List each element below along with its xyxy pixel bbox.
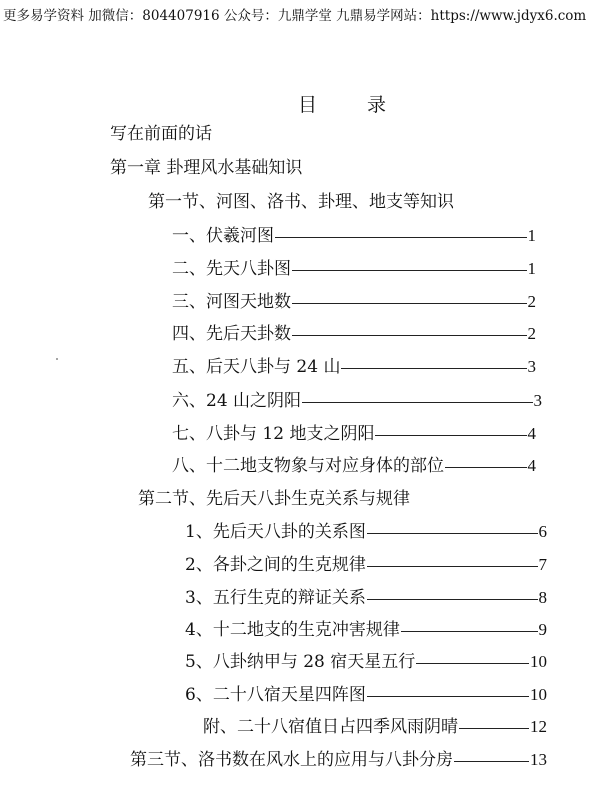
toc-entry-label: 四、先后天卦数	[172, 324, 291, 344]
toc-entry[interactable]	[185, 587, 547, 609]
toc-title-char-1: 目	[298, 94, 318, 116]
toc-entry[interactable]	[203, 716, 547, 738]
toc-title-char-2: 录	[367, 94, 387, 116]
scan-speck	[56, 358, 58, 360]
toc-entry-page: 3	[533, 391, 542, 410]
toc-entry-label: 3、五行生克的辩证关系	[185, 588, 366, 608]
toc-entry[interactable]	[185, 651, 547, 673]
toc-entry[interactable]	[172, 225, 536, 247]
dotted-leader	[341, 368, 526, 369]
toc-entry-page: 13	[530, 750, 547, 769]
dotted-leader	[275, 237, 527, 238]
toc-entry[interactable]	[172, 291, 536, 313]
dotted-leader	[292, 303, 527, 304]
dotted-leader	[367, 599, 538, 600]
page-header-watermark: 更多易学资料 加微信：804407916 公众号：九鼎学堂 九鼎易学网站：https://www.jdyx6.com	[3, 8, 587, 24]
dotted-leader	[302, 402, 532, 403]
toc-entry[interactable]	[172, 258, 536, 280]
toc-entry-page: 6	[538, 522, 547, 541]
dotted-leader	[292, 335, 527, 336]
toc-entry-page: 10	[530, 652, 547, 671]
toc-entry-page: 1	[527, 259, 536, 278]
toc-entry-page: 7	[538, 555, 547, 574]
toc-entry-label: 5、八卦纳甲与 28 宿天星五行	[185, 652, 416, 672]
toc-entry[interactable]	[172, 423, 536, 445]
toc-entry-label: 六、24 山之阴阳	[172, 391, 302, 411]
toc-entry[interactable]	[172, 455, 536, 477]
toc-entry-page: 3	[527, 357, 536, 376]
dotted-leader	[367, 533, 538, 534]
dotted-leader	[292, 270, 527, 271]
dotted-leader	[445, 467, 527, 468]
toc-entry-label: 七、八卦与 12 地支之阴阳	[172, 424, 375, 444]
toc-entry[interactable]	[185, 554, 547, 576]
toc-entry[interactable]	[172, 323, 536, 345]
toc-entry-label: 一、伏羲河图	[172, 226, 274, 246]
section-2-heading[interactable]: 第二节、先后天八卦生克关系与规律	[138, 489, 410, 509]
toc-entry-page: 10	[530, 685, 547, 704]
toc-entry[interactable]	[185, 619, 547, 641]
toc-entry-page: 4	[527, 424, 536, 443]
dotted-leader	[367, 696, 529, 697]
toc-entry[interactable]	[172, 356, 536, 378]
toc-entry-label: 第三节、洛书数在风水上的应用与八卦分房	[130, 750, 453, 770]
toc-entry-page: 2	[527, 324, 536, 343]
toc-entry-label: 6、二十八宿天星四阵图	[185, 685, 366, 705]
section-1-heading[interactable]: 第一节、河图、洛书、卦理、地支等知识	[148, 192, 454, 212]
dotted-leader	[367, 566, 538, 567]
toc-entry-label: 1、先后天八卦的关系图	[185, 522, 366, 542]
toc-entry[interactable]	[172, 390, 542, 412]
dotted-leader	[454, 761, 529, 762]
toc-entry-page: 12	[530, 717, 547, 736]
intro-heading[interactable]: 写在前面的话	[110, 124, 212, 144]
toc-entry-page: 9	[538, 620, 547, 639]
toc-entry-label: 附、二十八宿值日占四季风雨阴晴	[203, 717, 458, 737]
dotted-leader	[401, 631, 538, 632]
toc-entry-page: 4	[527, 456, 536, 475]
toc-entry-page: 2	[527, 292, 536, 311]
toc-entry-label: 五、后天八卦与 24 山	[172, 357, 341, 377]
toc-entry[interactable]	[185, 684, 547, 706]
toc-title	[298, 90, 386, 117]
toc-entry-label: 二、先天八卦图	[172, 259, 291, 279]
section-3-heading[interactable]	[130, 749, 547, 771]
toc-entry-label: 2、各卦之间的生克规律	[185, 555, 366, 575]
dotted-leader	[459, 728, 529, 729]
toc-entry-page: 8	[538, 588, 547, 607]
dotted-leader	[375, 435, 526, 436]
dotted-leader	[416, 663, 529, 664]
toc-entry[interactable]	[185, 521, 547, 543]
toc-entry-label: 4、十二地支的生克冲害规律	[185, 620, 400, 640]
toc-entry-label: 三、河图天地数	[172, 292, 291, 312]
chapter-1-heading[interactable]: 第一章 卦理风水基础知识	[110, 158, 303, 178]
toc-entry-label: 八、十二地支物象与对应身体的部位	[172, 456, 444, 476]
toc-entry-page: 1	[527, 226, 536, 245]
